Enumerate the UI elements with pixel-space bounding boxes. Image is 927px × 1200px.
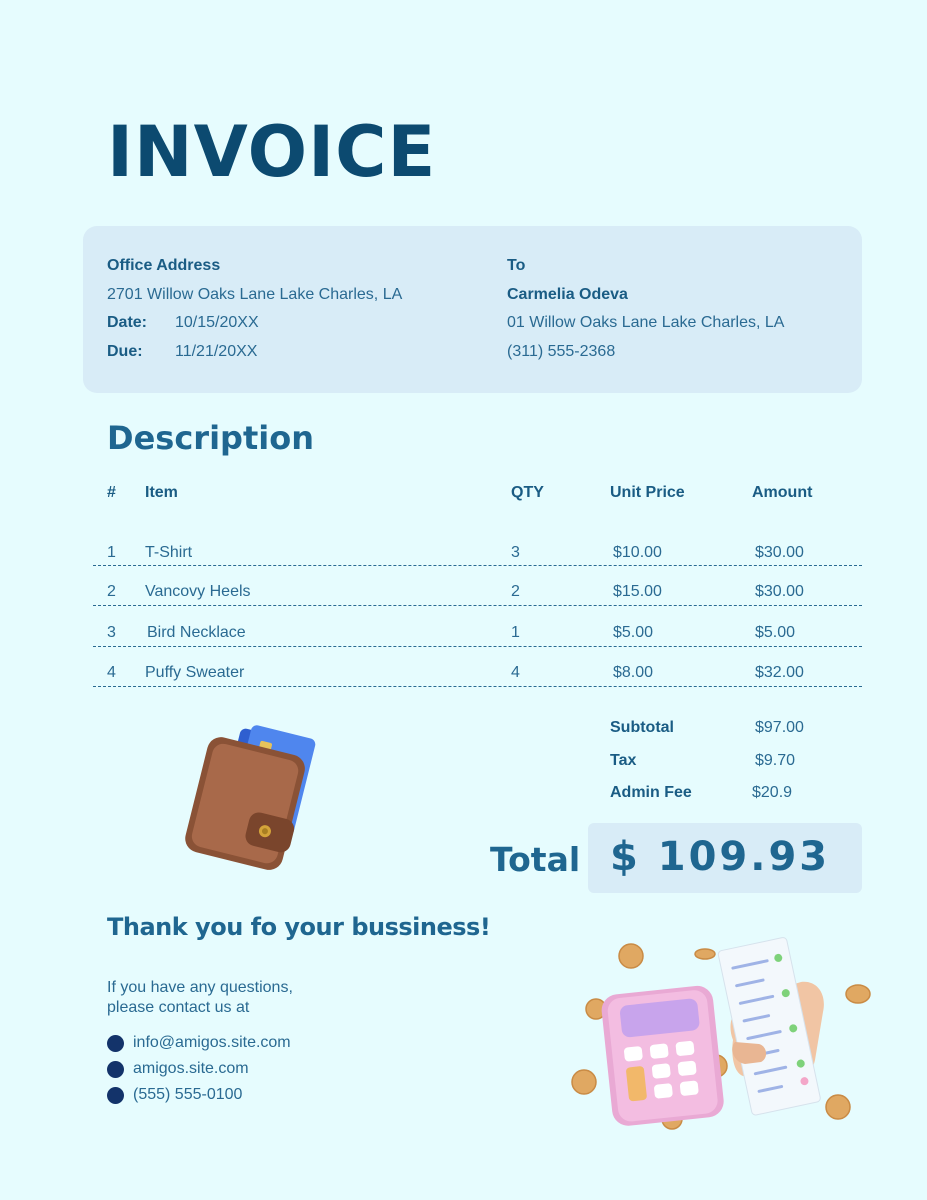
address-panel: [83, 226, 862, 393]
contact-prompt: [107, 978, 293, 1018]
recipient-name: Carmelia Odeva: [507, 286, 628, 303]
row-2-unit-price: $15.00: [613, 583, 662, 600]
row-divider: [93, 605, 862, 606]
tax-label: Tax: [610, 752, 637, 769]
total-value: $ 109.93: [610, 834, 831, 880]
row-2-number: 2: [107, 583, 116, 600]
wallet-illustration: [175, 715, 335, 890]
row-1-number: 1: [107, 544, 116, 561]
row-3-qty: 1: [511, 624, 520, 641]
row-2-amount: $30.00: [755, 583, 804, 600]
bullet-dot-icon: [107, 1087, 124, 1104]
calculator-receipt-illustration: [565, 930, 880, 1135]
invoice-title: INVOICE: [107, 111, 437, 193]
recipient-phone: (311) 555-2368: [507, 343, 616, 360]
row-1-qty: 3: [511, 544, 520, 561]
row-4-item: Puffy Sweater: [145, 664, 245, 681]
column-header-item: Item: [145, 484, 178, 501]
contact-website[interactable]: amigos.site.com: [133, 1060, 249, 1077]
to-heading: To: [507, 257, 526, 274]
row-divider: [93, 646, 862, 647]
row-1-amount: $30.00: [755, 544, 804, 561]
row-4-qty: 4: [511, 664, 520, 681]
row-divider: [93, 686, 862, 687]
admin-fee-label: Admin Fee: [610, 784, 692, 801]
row-3-unit-price: $5.00: [613, 624, 654, 641]
contact-email[interactable]: info@amigos.site.com: [133, 1034, 291, 1051]
row-3-item: Bird Necklace: [147, 624, 246, 641]
row-2-qty: 2: [511, 583, 520, 600]
admin-fee-value: $20.9: [752, 784, 793, 801]
recipient-address: 01 Willow Oaks Lane Lake Charles, LA: [507, 314, 785, 331]
date-value: 10/15/20XX: [175, 314, 259, 331]
bullet-dot-icon: [107, 1035, 124, 1052]
column-header-qty: QTY: [511, 484, 544, 501]
subtotal-value: $97.00: [755, 719, 804, 736]
row-3-amount: $5.00: [755, 624, 796, 641]
column-header-amount: Amount: [752, 484, 813, 501]
row-4-amount: $32.00: [755, 664, 804, 681]
contact-prompt-line-1: If you have any questions,: [107, 979, 293, 996]
row-divider: [93, 565, 862, 566]
due-value: 11/21/20XX: [175, 343, 258, 360]
subtotal-label: Subtotal: [610, 719, 674, 736]
total-label: Total: [490, 840, 581, 879]
row-3-number: 3: [107, 624, 116, 641]
thank-you-message: Thank you fo your bussiness!: [107, 913, 491, 941]
row-1-unit-price: $10.00: [613, 544, 662, 561]
bullet-dot-icon: [107, 1061, 124, 1078]
contact-prompt-line-2: please contact us at: [107, 999, 250, 1016]
office-address: 2701 Willow Oaks Lane Lake Charles, LA: [107, 286, 403, 303]
row-4-unit-price: $8.00: [613, 664, 654, 681]
contact-phone[interactable]: (555) 555-0100: [133, 1086, 243, 1103]
row-4-number: 4: [107, 664, 116, 681]
column-header-number: #: [107, 484, 116, 501]
office-address-heading: Office Address: [107, 257, 221, 274]
row-2-item: Vancovy Heels: [145, 583, 251, 600]
description-heading: Description: [107, 419, 314, 457]
row-1-item: T-Shirt: [145, 544, 193, 561]
date-label: Date:: [107, 314, 148, 331]
due-label: Due:: [107, 343, 143, 360]
tax-value: $9.70: [755, 752, 796, 769]
column-header-unit-price: Unit Price: [610, 484, 685, 501]
